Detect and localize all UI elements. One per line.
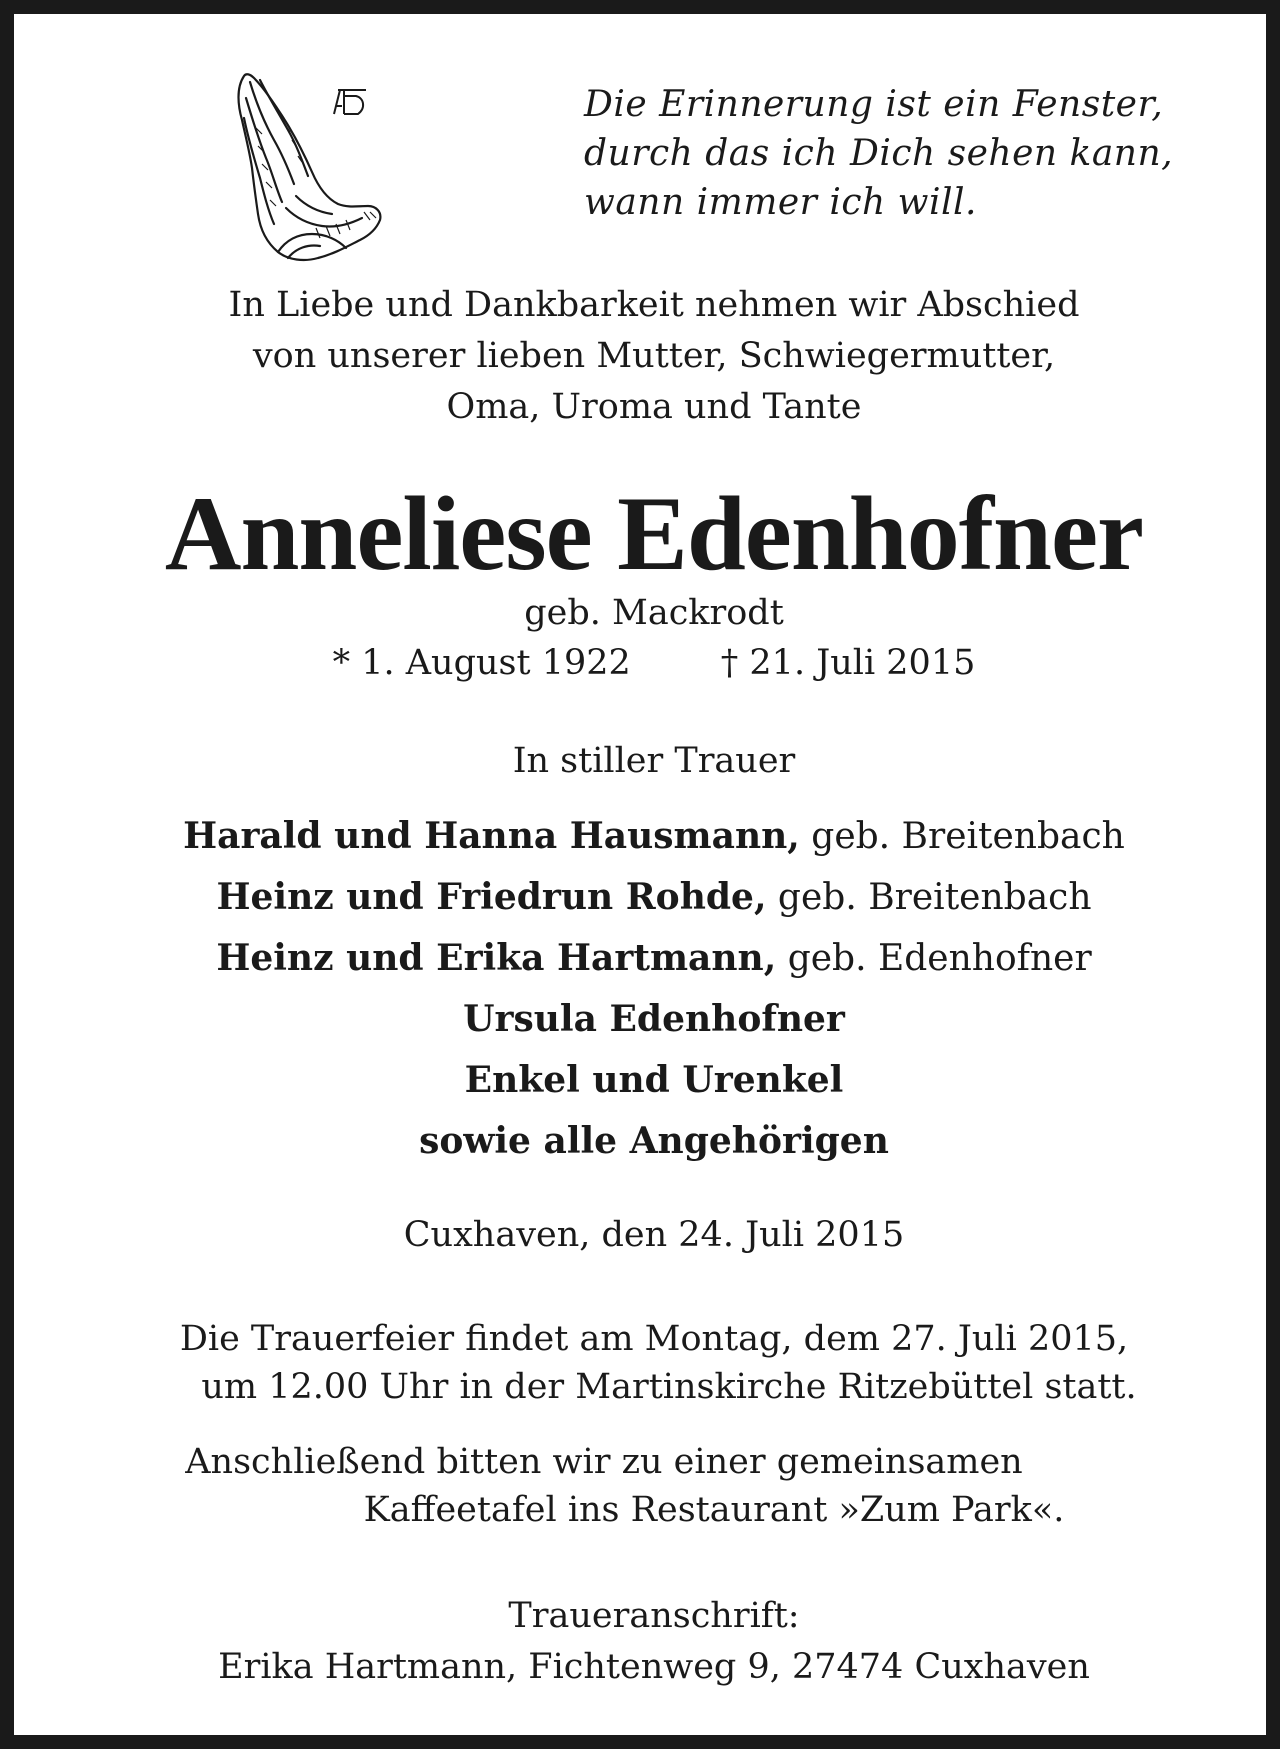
intro-line: Oma, Uroma und Tante — [446, 387, 862, 427]
mourner-names: Ursula Edenhofner — [463, 998, 845, 1040]
mourner-entry — [28, 928, 1280, 989]
deceased-name: Anneliese Edenhofner — [164, 475, 1144, 592]
mourning-address — [28, 1591, 1280, 1693]
mourner-entry — [28, 867, 1280, 928]
mourning-label: In stiller Trauer — [512, 741, 796, 781]
mourner-note: geb. Breitenbach — [766, 877, 1092, 918]
intro-line: von unserer lieben Mutter, Schwiegermutter, — [252, 336, 1056, 376]
mourner-names: Heinz und Friedrun Rohde, — [216, 876, 767, 918]
mourner-entry — [28, 806, 1280, 867]
place-date: Cuxhaven, den 24. Juli 2015 — [403, 1215, 905, 1255]
mourner-entry — [28, 1050, 1280, 1111]
mourner-names: Heinz und Erika Hartmann, — [216, 937, 777, 979]
praying-hands-icon — [226, 68, 396, 268]
mourner-names: Harald und Hanna Hausmann, — [183, 815, 800, 857]
birth-date: * 1. August 1922 — [332, 643, 631, 683]
coffee-line: Anschließend bitten wir zu einer gemeinsamen — [185, 1442, 1023, 1482]
death-date: † 21. Juli 2015 — [720, 643, 976, 683]
mourner-names: Enkel und Urenkel — [464, 1059, 844, 1101]
coffee-info — [28, 1438, 1280, 1534]
mourner-names: sowie alle Angehörigen — [419, 1120, 889, 1162]
address-label: Traueranschrift: — [508, 1596, 800, 1636]
address-text: Erika Hartmann, Fichtenweg 9, 27474 Cuxhaven — [218, 1647, 1090, 1687]
mourner-note: geb. Breitenbach — [799, 816, 1125, 857]
intro-line: In Liebe und Dankbarkeit nehmen wir Abschied — [228, 285, 1080, 325]
mourner-entry — [28, 1111, 1280, 1172]
maiden-name: geb. Mackrodt — [524, 593, 784, 633]
mourners-list — [28, 806, 1280, 1172]
quote-line: durch das ich Dich sehen kann, — [584, 133, 1174, 174]
dates-line — [28, 638, 1280, 688]
coffee-line: Kaffeetafel ins Restaurant »Zum Park«. — [363, 1490, 1065, 1530]
service-line: Die Trauerfeier findet am Montag, dem 27. Juli 2015, — [179, 1319, 1129, 1359]
quote-line: Die Erinnerung ist ein Fenster, — [584, 84, 1164, 125]
service-info — [28, 1315, 1280, 1411]
intro-text — [28, 280, 1280, 433]
quote-line: wann immer ich will. — [584, 182, 977, 223]
mourner-entry — [28, 989, 1280, 1050]
quote-block — [584, 80, 1224, 227]
service-line: um 12.00 Uhr in der Martinskirche Ritzebüttel statt. — [201, 1367, 1137, 1407]
birth-death-block — [28, 588, 1280, 688]
mourner-note: geb. Edenhofner — [776, 938, 1092, 979]
